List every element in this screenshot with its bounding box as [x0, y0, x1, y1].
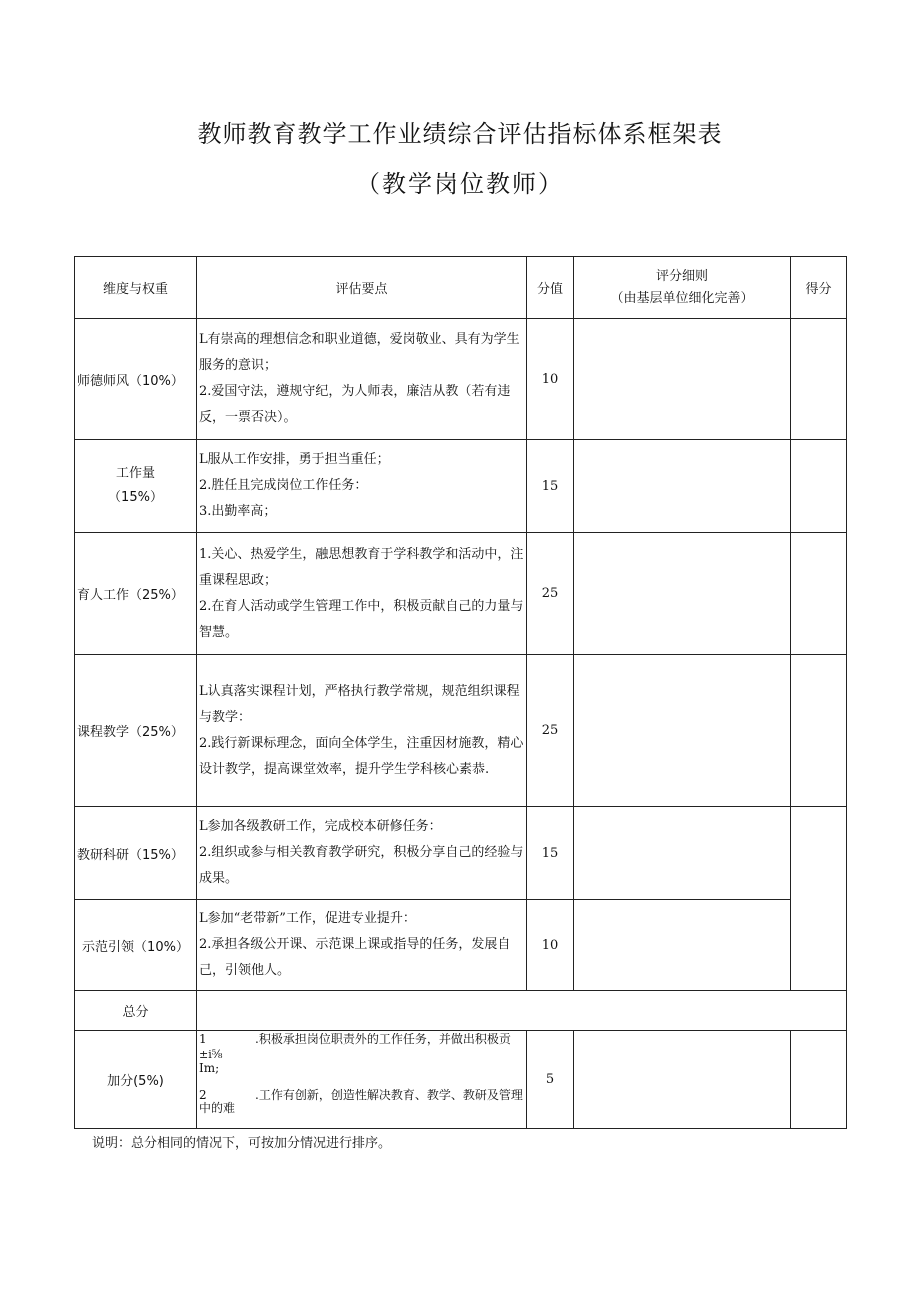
- dimension-cell: 育人工作（25%）: [75, 533, 197, 655]
- points-cell: [197, 807, 527, 900]
- table-row: [75, 533, 847, 655]
- detail-cell: [574, 1031, 791, 1129]
- page-subtitle: （教学岗位教师）: [356, 170, 564, 198]
- score-cell: 25: [527, 533, 574, 655]
- dimension-cell: 示范引领（10%）: [75, 900, 197, 991]
- score-cell: 25: [527, 655, 574, 807]
- dimension-cell: 课程教学（25%）: [75, 655, 197, 807]
- detail-cell: [574, 900, 791, 991]
- points-cell: [197, 319, 527, 440]
- header-detail: [574, 257, 791, 319]
- detail-cell: [574, 440, 791, 533]
- bonus-points-cell: [197, 1031, 527, 1129]
- point-item: L服从工作安排，勇于担当重任；: [199, 452, 390, 467]
- bonus-row: [75, 1031, 847, 1129]
- total-label: 总分: [75, 991, 197, 1031]
- header-score: 分值: [527, 257, 574, 319]
- table-row: [75, 319, 847, 440]
- points-cell: [197, 533, 527, 655]
- result-cell: [791, 807, 847, 991]
- bonus-garble: ±i⅝: [199, 1048, 223, 1061]
- score-cell: 15: [527, 807, 574, 900]
- page-title: 教师教育教学工作业绩综合评估指标体系框架表: [197, 120, 723, 148]
- total-value-cell: [197, 991, 847, 1031]
- result-cell: [791, 319, 847, 440]
- bonus-item-text: .工作有创新，创造性解决教育、教学、教研及管理中的难: [199, 1088, 523, 1115]
- bonus-item-number: 2: [199, 1088, 207, 1102]
- table-row: [75, 807, 847, 900]
- bonus-item: [199, 1089, 524, 1115]
- point-item: L参加各级教研工作，完成校本研修任务：: [199, 819, 442, 834]
- total-row: [75, 991, 847, 1031]
- result-cell: [791, 655, 847, 807]
- point-item: 2.在育人活动或学生管理工作中，积极贡献自己的力量与智慧。: [199, 598, 524, 640]
- point-item: 2.爱国守法，遵规守纪，为人师表，廉洁从教（若有违反，一票否决）。: [199, 384, 511, 425]
- detail-cell: [574, 319, 791, 440]
- header-points: 评估要点: [197, 257, 527, 319]
- detail-cell: [574, 807, 791, 900]
- points-cell: [197, 900, 527, 991]
- point-item: L认真落实课程计划，严格执行教学常规，规范组织课程与教学：: [199, 683, 520, 725]
- bonus-item-number: 1: [199, 1033, 207, 1046]
- bonus-label: 加分(5%): [75, 1031, 197, 1129]
- header-result: 得分: [791, 257, 847, 319]
- result-cell: [791, 533, 847, 655]
- header-detail-line1: 评分细则: [655, 268, 708, 284]
- result-cell: [791, 440, 847, 533]
- points-cell: [197, 655, 527, 807]
- point-item: L参加“老带新”工作，促进专业提升：: [199, 911, 416, 926]
- score-cell: 10: [527, 900, 574, 991]
- evaluation-table: [74, 256, 847, 1129]
- score-cell: 5: [527, 1031, 574, 1129]
- table-header-row: [75, 257, 847, 319]
- detail-cell: [574, 655, 791, 807]
- point-item: L有崇高的理想信念和职业道德，爱岗敬业、具有为学生服务的意识；: [199, 332, 520, 373]
- header-dimension: 维度与权重: [75, 257, 197, 319]
- point-item: 2.践行新课标理念，面向全体学生，注重因材施教，精心设计教学，提高课堂效率，提升学生学科核心素恭.: [199, 735, 524, 777]
- header-detail-line2: （由基层单位细化完善）: [610, 290, 754, 306]
- point-item: 2.胜任且完成岗位工作任务：: [199, 478, 368, 493]
- bonus-garble: Im;: [199, 1061, 220, 1075]
- dimension-line: 工作量: [115, 466, 155, 481]
- footnote: 说明：总分相同的情况下，可按加分情况进行排序。: [92, 1136, 392, 1151]
- detail-cell: [574, 533, 791, 655]
- dimension-cell: 教研科研（15%）: [75, 807, 197, 900]
- table-row: [75, 440, 847, 533]
- score-cell: 10: [527, 319, 574, 440]
- points-cell: [197, 440, 527, 533]
- bonus-item: [199, 1033, 524, 1046]
- table-row: [75, 655, 847, 807]
- score-cell: 15: [527, 440, 574, 533]
- point-item: 3.出勤率高；: [199, 504, 277, 519]
- result-cell: [791, 1031, 847, 1129]
- dimension-line: （15%）: [108, 490, 163, 505]
- table-row: [75, 900, 847, 991]
- dimension-cell: 师德师风（10%）: [75, 319, 197, 440]
- dimension-cell: [75, 440, 197, 533]
- point-item: 2.承担各级公开课、示范课上课或指导的任务，发展自己，引领他人。: [199, 937, 511, 978]
- point-item: 1.关心、热爱学生，融思想教育于学科教学和活动中，注重课程思政；: [199, 546, 524, 588]
- bonus-item-text: .积极承担岗位职责外的工作任务，并做出积极贡: [255, 1033, 511, 1046]
- point-item: 2.组织或参与相关教育教学研究，积极分享自己的经验与成果。: [199, 845, 524, 886]
